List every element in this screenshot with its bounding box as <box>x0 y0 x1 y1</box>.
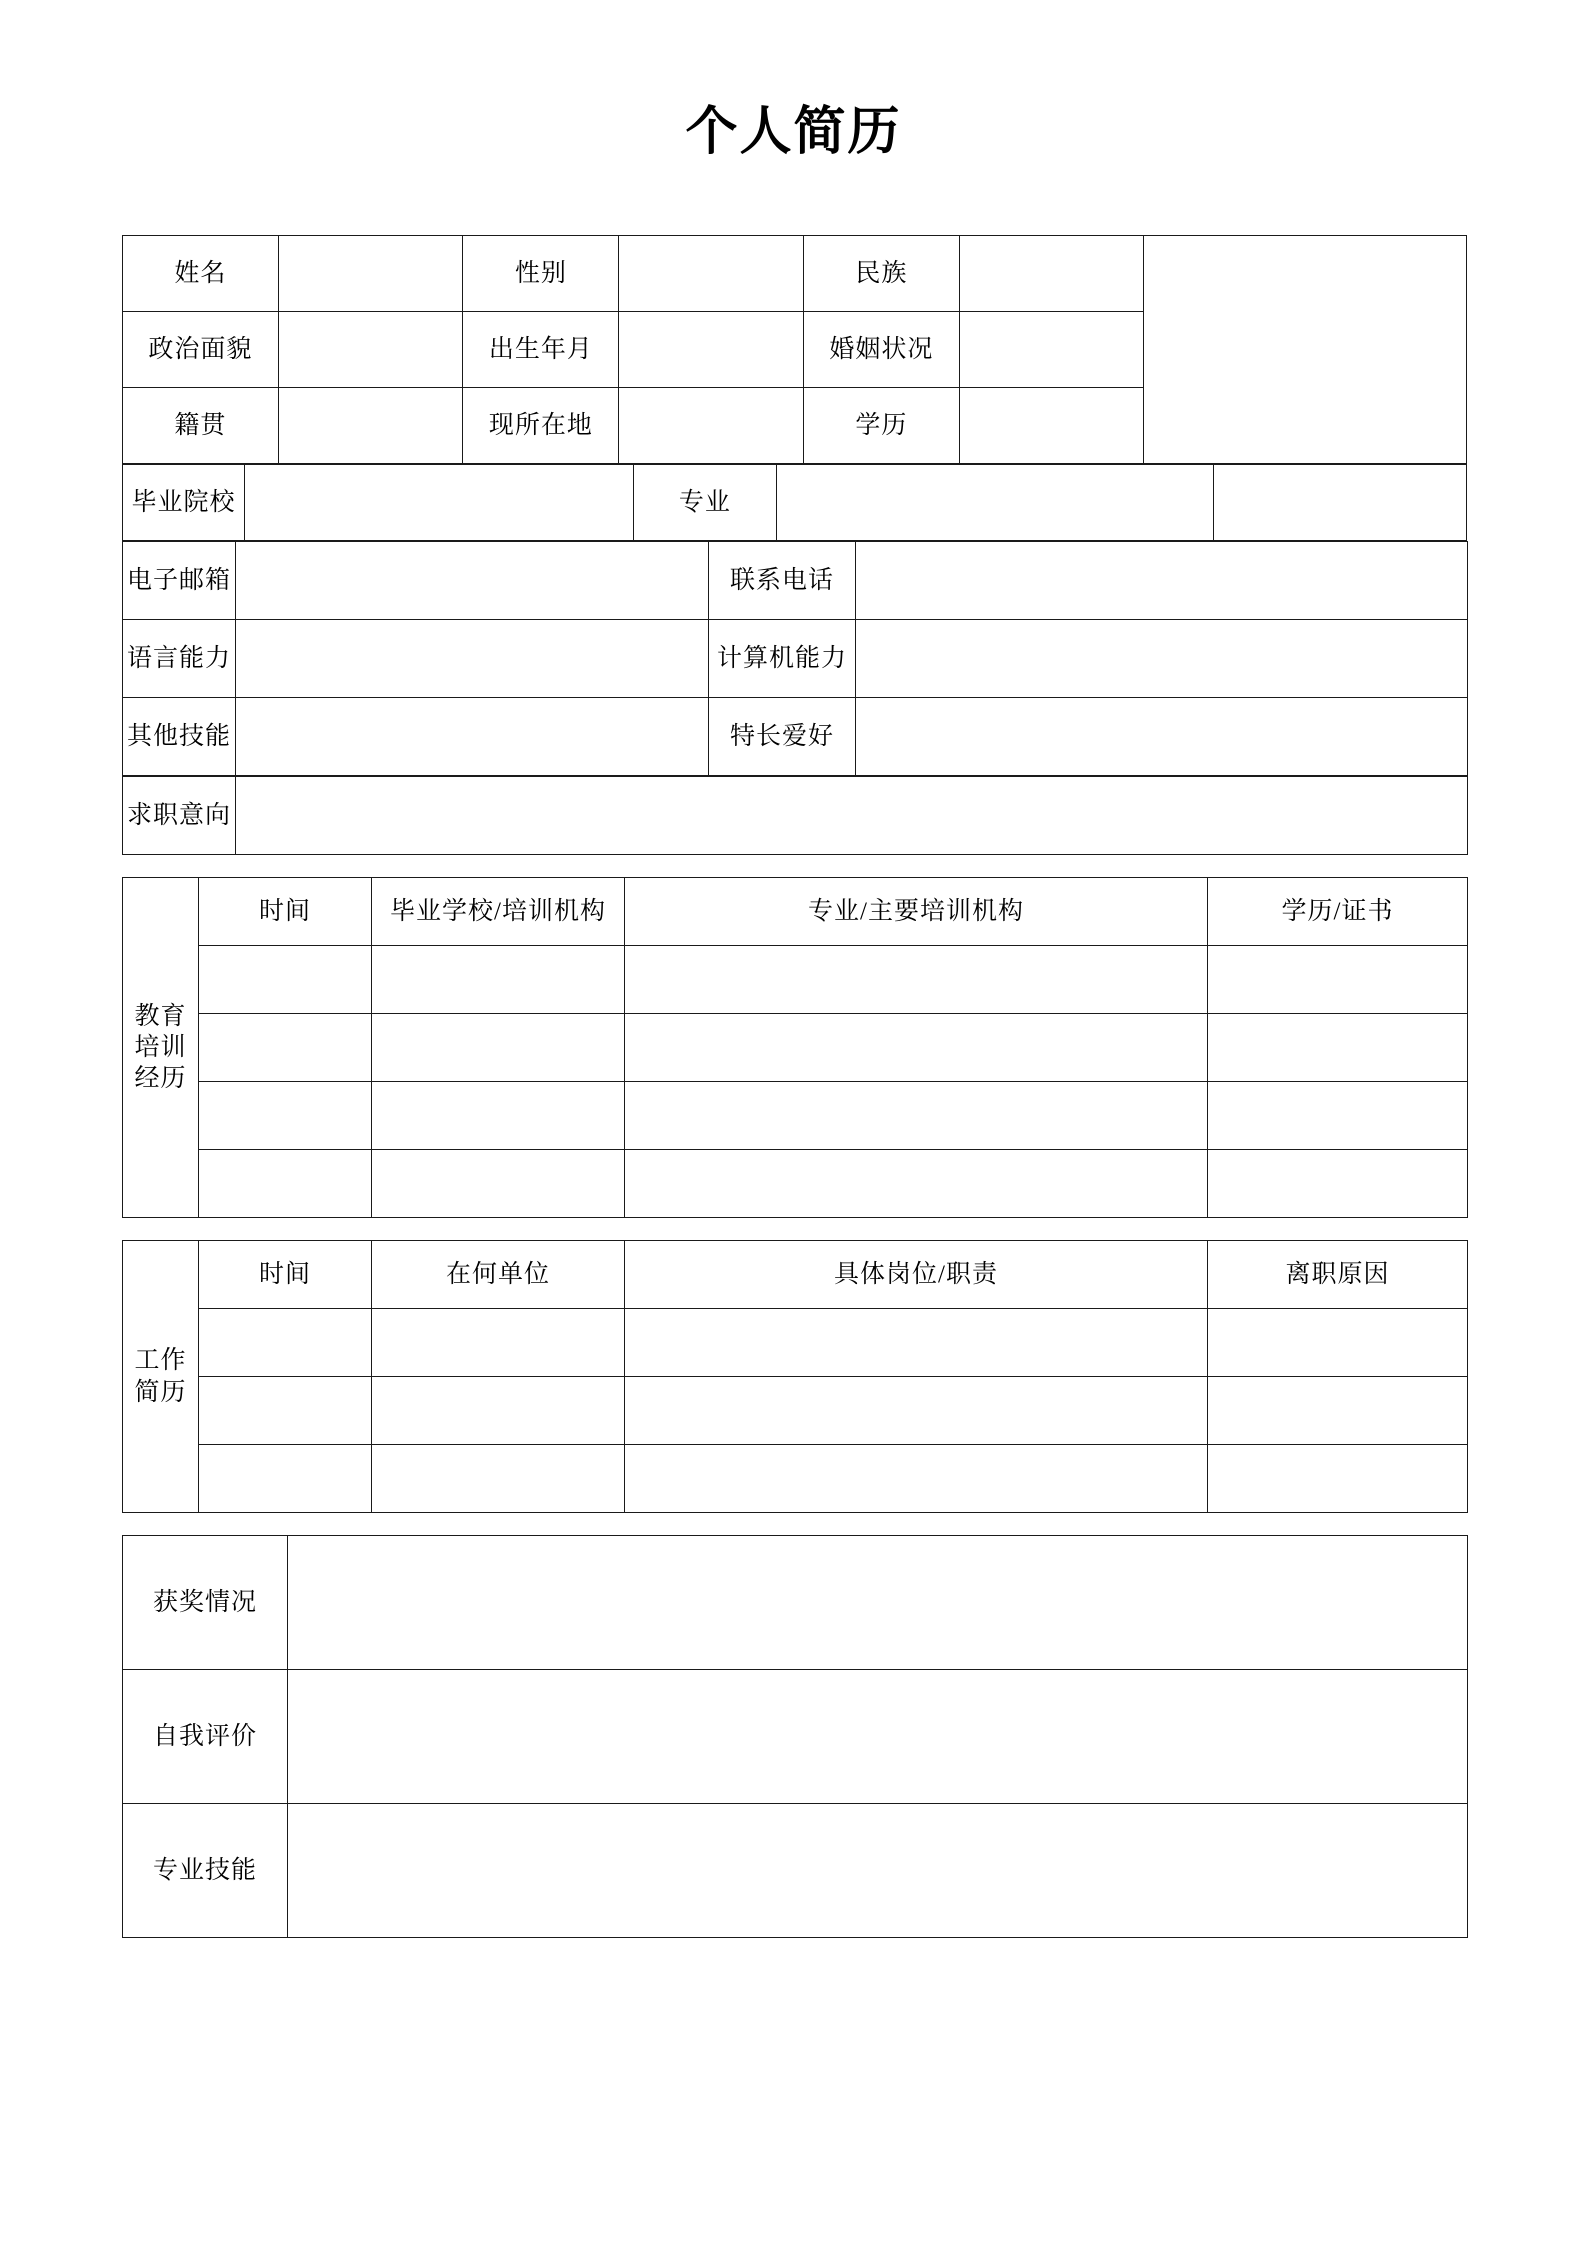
photo-column-spacer <box>1214 465 1467 541</box>
section-label-education-training <box>123 878 199 1218</box>
basic-info-table <box>122 235 1467 464</box>
section-label-line: 工作 <box>134 1347 187 1375</box>
section-label-line: 经历 <box>134 1065 187 1093</box>
table-row <box>123 1309 1468 1377</box>
table-row <box>123 777 1468 855</box>
edu-cell-time[interactable] <box>199 1014 372 1082</box>
table-row <box>123 542 1468 620</box>
work-cell-time[interactable] <box>199 1309 372 1377</box>
field-label-graduate-school: 毕业院校 <box>123 465 245 541</box>
table-row <box>123 878 1468 946</box>
field-label-ethnicity: 民族 <box>803 236 959 312</box>
table-row <box>123 465 1467 541</box>
edu-cell-major[interactable] <box>625 946 1208 1014</box>
section-label-line: 教育 <box>134 1002 187 1030</box>
field-value-political-status[interactable] <box>278 312 463 388</box>
field-label-hobbies: 特长爱好 <box>709 698 856 776</box>
field-value-phone[interactable] <box>856 542 1468 620</box>
field-value-birthdate[interactable] <box>619 312 804 388</box>
section-label-line: 培训 <box>134 1033 187 1061</box>
edu-cell-degree[interactable] <box>1208 1150 1468 1218</box>
field-label-current-location: 现所在地 <box>463 388 619 464</box>
edu-cell-time[interactable] <box>199 1150 372 1218</box>
block-label-awards: 获奖情况 <box>123 1536 288 1670</box>
field-value-native-place[interactable] <box>278 388 463 464</box>
work-cell-time[interactable] <box>199 1377 372 1445</box>
work-cell-leave-reason[interactable] <box>1208 1445 1468 1513</box>
table-row <box>123 1082 1468 1150</box>
section-gap <box>122 1218 1467 1240</box>
block-label-self-evaluation: 自我评价 <box>123 1670 288 1804</box>
summary-blocks-table <box>122 1535 1468 1938</box>
field-value-job-objective[interactable] <box>236 777 1468 855</box>
field-label-other-skills: 其他技能 <box>123 698 236 776</box>
field-label-political-status: 政治面貌 <box>123 312 279 388</box>
edu-cell-time[interactable] <box>199 1082 372 1150</box>
edu-cell-major[interactable] <box>625 1082 1208 1150</box>
table-row <box>123 1377 1468 1445</box>
resume-sheet <box>122 235 1467 1938</box>
field-label-birthdate: 出生年月 <box>463 312 619 388</box>
field-label-language-ability: 语言能力 <box>123 620 236 698</box>
field-value-ethnicity[interactable] <box>959 236 1144 312</box>
field-value-email[interactable] <box>236 542 709 620</box>
table-row <box>123 946 1468 1014</box>
edu-cell-school[interactable] <box>372 1150 625 1218</box>
work-cell-time[interactable] <box>199 1445 372 1513</box>
column-header-work-company: 在何单位 <box>372 1241 625 1309</box>
block-value-professional-skills[interactable] <box>288 1804 1468 1938</box>
block-value-self-evaluation[interactable] <box>288 1670 1468 1804</box>
column-header-work-leave-reason: 离职原因 <box>1208 1241 1468 1309</box>
contact-skills-table <box>122 541 1468 776</box>
field-value-language-ability[interactable] <box>236 620 709 698</box>
table-row <box>123 1804 1468 1938</box>
education-training-table <box>122 877 1468 1218</box>
edu-cell-major[interactable] <box>625 1014 1208 1082</box>
table-row <box>123 1536 1468 1670</box>
school-major-table <box>122 464 1467 541</box>
block-value-awards[interactable] <box>288 1536 1468 1670</box>
work-cell-leave-reason[interactable] <box>1208 1309 1468 1377</box>
work-cell-company[interactable] <box>372 1309 625 1377</box>
field-value-current-location[interactable] <box>619 388 804 464</box>
edu-cell-school[interactable] <box>372 1082 625 1150</box>
edu-cell-school[interactable] <box>372 1014 625 1082</box>
field-label-marital-status: 婚姻状况 <box>803 312 959 388</box>
field-value-graduate-school[interactable] <box>244 465 633 541</box>
table-row <box>123 1150 1468 1218</box>
section-label-work-experience <box>123 1241 199 1513</box>
field-value-marital-status[interactable] <box>959 312 1144 388</box>
field-label-name: 姓名 <box>123 236 279 312</box>
work-cell-position[interactable] <box>625 1445 1208 1513</box>
edu-cell-degree[interactable] <box>1208 1014 1468 1082</box>
table-row <box>123 1241 1468 1309</box>
page-title: 个人简历 <box>685 103 902 161</box>
job-objective-table <box>122 776 1468 855</box>
column-header-edu-degree: 学历/证书 <box>1208 878 1468 946</box>
table-row <box>123 1670 1468 1804</box>
section-gap <box>122 1513 1467 1535</box>
column-header-edu-major: 专业/主要培训机构 <box>625 878 1208 946</box>
column-header-edu-time: 时间 <box>199 878 372 946</box>
edu-cell-school[interactable] <box>372 946 625 1014</box>
field-label-major: 专业 <box>633 465 777 541</box>
table-row <box>123 1014 1468 1082</box>
field-label-native-place: 籍贯 <box>123 388 279 464</box>
field-value-other-skills[interactable] <box>236 698 709 776</box>
column-header-work-time: 时间 <box>199 1241 372 1309</box>
field-label-gender: 性别 <box>463 236 619 312</box>
section-gap <box>122 855 1467 877</box>
edu-cell-degree[interactable] <box>1208 946 1468 1014</box>
work-cell-leave-reason[interactable] <box>1208 1377 1468 1445</box>
field-value-education-level[interactable] <box>959 388 1144 464</box>
field-label-education-level: 学历 <box>803 388 959 464</box>
field-value-major[interactable] <box>777 465 1214 541</box>
field-value-hobbies[interactable] <box>856 698 1468 776</box>
table-row <box>123 620 1468 698</box>
edu-cell-time[interactable] <box>199 946 372 1014</box>
field-value-gender[interactable] <box>619 236 804 312</box>
column-header-work-position: 具体岗位/职责 <box>625 1241 1208 1309</box>
table-row <box>123 236 1467 312</box>
field-label-email: 电子邮箱 <box>123 542 236 620</box>
work-experience-table <box>122 1240 1468 1513</box>
work-cell-position[interactable] <box>625 1309 1208 1377</box>
work-cell-company[interactable] <box>372 1445 625 1513</box>
work-cell-position[interactable] <box>625 1377 1208 1445</box>
edu-cell-degree[interactable] <box>1208 1082 1468 1150</box>
section-label-line: 简历 <box>134 1378 187 1406</box>
field-label-phone: 联系电话 <box>709 542 856 620</box>
block-label-professional-skills: 专业技能 <box>123 1804 288 1938</box>
field-label-job-objective: 求职意向 <box>123 777 236 855</box>
column-header-edu-school: 毕业学校/培训机构 <box>372 878 625 946</box>
work-cell-company[interactable] <box>372 1377 625 1445</box>
photo-cell[interactable] <box>1144 236 1467 464</box>
edu-cell-major[interactable] <box>625 1150 1208 1218</box>
table-row <box>123 1445 1468 1513</box>
field-label-computer-ability: 计算机能力 <box>709 620 856 698</box>
table-row <box>123 698 1468 776</box>
field-value-name[interactable] <box>278 236 463 312</box>
field-value-computer-ability[interactable] <box>856 620 1468 698</box>
